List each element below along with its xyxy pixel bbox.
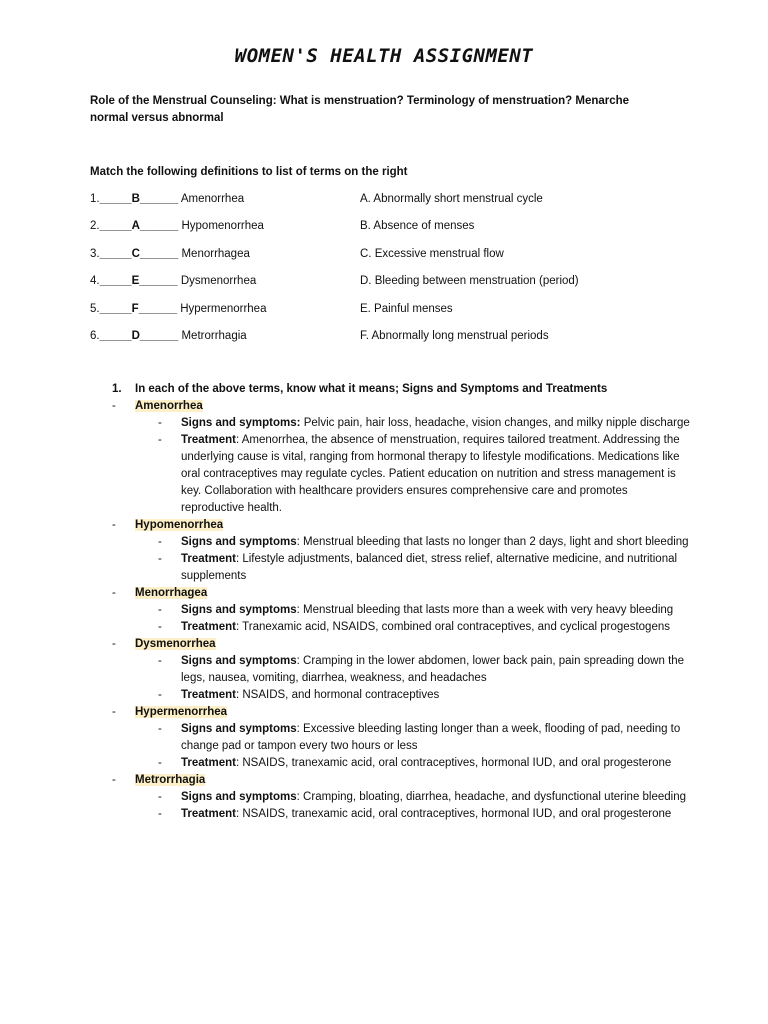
match-term: 5._____F______ Hypermenorrhea: [90, 302, 267, 315]
answer-blank: _____A______: [99, 220, 179, 233]
term-name: Menorrhagea: [135, 587, 208, 599]
answer-blank: _____E______: [99, 275, 178, 288]
match-list: [90, 191, 690, 355]
terms-section: [90, 381, 690, 823]
answer-blank: _____C______: [99, 247, 179, 260]
match-definition: E. Painful menses: [360, 302, 453, 315]
match-row: [90, 273, 690, 300]
answer-blank: _____B______: [99, 193, 179, 205]
signs-item: - Signs and symptoms: Cramping in the lower abdomen, lower back pain, pain spreading down the legs, nausea, vomiting, diarrhea, weakness, and headaches: [158, 655, 685, 684]
treatment-item: - Treatment: Tranexamic acid, NSAIDS, combined oral contraceptives, and cyclical progestogens: [158, 621, 670, 633]
treatment-item: - Treatment: NSAIDS, tranexamic acid, oral contraceptives, hormonal IUD, and oral progesterone: [158, 757, 672, 769]
treatment-item: - Treatment: NSAIDS, tranexamic acid, oral contraceptives, hormonal IUD, and oral progesterone: [158, 808, 672, 820]
match-definition: C. Excessive menstrual flow: [360, 247, 504, 260]
signs-item: - Signs and symptoms: Menstrual bleeding that lasts no longer than 2 days, light and short bleeding: [158, 536, 689, 548]
term-name: Amenorrhea: [135, 400, 203, 412]
term-name: Dysmenorrhea: [135, 638, 216, 650]
match-row: [90, 191, 690, 218]
document-title: WOMEN'S HEALTH ASSIGNMENT: [234, 45, 534, 67]
match-heading: Match the following definitions to list of terms on the right: [90, 166, 408, 178]
signs-item: - Signs and symptoms: Cramping, bloating, diarrhea, headache, and dysfunctional uterine bleeding: [158, 791, 687, 803]
term-heading: - Menorrhagea: [112, 587, 208, 599]
match-row: [90, 301, 690, 328]
match-definition: A. Abnormally short menstrual cycle: [360, 193, 543, 205]
match-term: 1._____B______ Amenorrhea: [90, 193, 245, 205]
term-name: Hypomenorrhea: [135, 519, 224, 531]
match-term: 2._____A______ Hypomenorrhea: [90, 220, 264, 233]
term-name: Hypermenorrhea: [135, 706, 228, 718]
term-heading: - Hypermenorrhea: [112, 706, 228, 718]
treatment-item: - Treatment: NSAIDS, and hormonal contraceptives: [158, 689, 440, 701]
match-term: 4._____E______ Dysmenorrhea: [90, 275, 257, 288]
answer-blank: _____D______: [99, 329, 179, 342]
term-heading: - Hypomenorrhea: [112, 519, 224, 531]
match-term: 3._____C______ Menorrhagea: [90, 247, 250, 260]
signs-item: - Signs and symptoms: Menstrual bleeding that lasts more than a week with very heavy bleeding: [158, 604, 674, 616]
match-row: [90, 218, 690, 245]
term-heading: - Metrorrhagia: [112, 774, 206, 786]
match-term: 6._____D______ Metrorrhagia: [90, 329, 247, 342]
term-name: Metrorrhagia: [135, 774, 206, 786]
term-heading: - Amenorrhea: [112, 400, 203, 412]
match-definition: D. Bleeding between menstruation (period): [360, 275, 579, 288]
treatment-item: - Treatment: Amenorrhea, the absence of menstruation, requires tailored treatment. Addressing the underlying cause is vital, ranging from hormonal therapy to lifestyle modifications. Medications like oral contraceptives may regulate cycles. Patient education on nutrition and stress management is key. Collaboration with healthcare providers ensures comprehensive care and promotes reproductive health.: [158, 434, 680, 514]
intro-question: Role of the Menstrual Counseling: What is menstruation? Terminology of menstruation? Menarche normal versus abnormal: [90, 95, 630, 124]
answer-blank: _____F______: [99, 302, 177, 315]
match-definition: B. Absence of menses: [360, 220, 475, 233]
match-definition: F. Abnormally long menstrual periods: [360, 329, 549, 342]
term-heading: - Dysmenorrhea: [112, 638, 216, 650]
signs-item: - Signs and symptoms: Excessive bleeding lasting longer than a week, flooding of pad, needing to change pad or tampon every two hours or less: [158, 723, 681, 752]
match-row: [90, 246, 690, 273]
question-heading: 1. In each of the above terms, know what it means; Signs and Symptoms and Treatments: [112, 383, 608, 395]
signs-item: - Signs and symptoms: Pelvic pain, hair loss, headache, vision changes, and milky nipple discharge: [158, 417, 690, 429]
match-row: [90, 328, 690, 355]
treatment-item: - Treatment: Lifestyle adjustments, balanced diet, stress relief, alternative medicine, and nutritional supplements: [158, 553, 678, 582]
